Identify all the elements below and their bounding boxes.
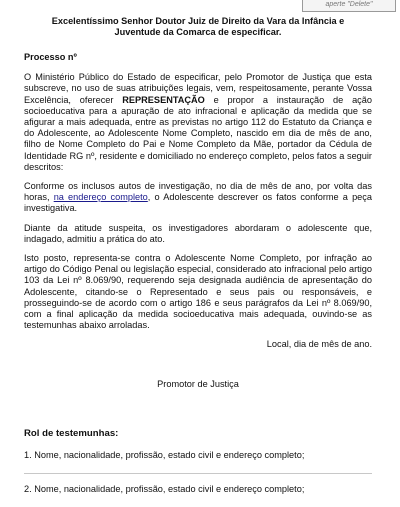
testemunha-item: 1. Nome, nacionalidade, profissão, estado civil e endereço completo; xyxy=(24,450,305,461)
paragraph-representacao xyxy=(24,72,372,173)
paragraph-text: e propor a instauração de ação socioeducativa para a apuração de ato infracional e aplicação da medida que se afigurar a mais adequada, entre as previstas no artigo 112 do Estatuto da Criança e do Adolescente, ao Adolescente Nome Completo, nascido em dia de mês de ano, filho de Nome Completo do Pai e Nome Completo da Mãe, portador da Cédula de Identidade RG nº, residente e domiciliado no endereço completo, pelos fatos a seguir descritos: xyxy=(24,94,372,172)
divider xyxy=(24,473,372,474)
local-data-line: Local, dia de mês de ano. xyxy=(266,339,372,350)
paragraph-isto-posto: Isto posto, representa-se contra o Adolescente Nome Completo, por infração ao artigo do Código Penal ou legislação especial, considerado ato infracional pelo artigo 103 da Lei nº 8.069/90, requerendo seja designada audiência de apresentação do Adolescente, citando-se o Representado e seus pais ou responsáveis, e prosseguindo-se de acordo com o artigo 186 e seus parágrafos da Lei nº 8.069/90, com a final aplicação da medida socioeducativa mais adequada, ouvindo-se as testemunhas abaixo arroladas. xyxy=(24,253,372,331)
representacao-bold: REPRESENTAÇÃO xyxy=(122,94,205,105)
paragraph-text: Conforme os inclusos autos de investigação, no dia de mês de ano, por volta das horas, xyxy=(24,181,372,203)
document-heading: Excelentíssimo Senhor Doutor Juiz de Direito da Vara da Infância e Juventude da Comarca de especificar. xyxy=(51,16,345,37)
delete-hint-tab[interactable]: aperte "Delete" xyxy=(302,0,396,12)
paragraph-fatos xyxy=(24,181,372,215)
endereco-link[interactable]: na endereço completo xyxy=(53,192,148,203)
paragraph-atitude: Diante da atitude suspeita, os investigadores abordaram o adolescente que, indagado, admitiu a prática do ato. xyxy=(24,222,372,244)
document-page xyxy=(24,16,372,507)
testemunha-item: 2. Nome, nacionalidade, profissão, estado civil e endereço completo; xyxy=(24,484,305,495)
processo-label: Processo nº xyxy=(24,52,77,62)
rol-testemunhas-title: Rol de testemunhas: xyxy=(24,427,119,439)
paragraph-text: , o Adolescente descrever os fatos conforme a peça investigativa. xyxy=(24,192,372,214)
promotor-signature: Promotor de Justiça xyxy=(157,378,239,389)
paragraph-text: O Ministério Público do Estado de especificar, pelo Promotor de Justiça que esta subscreve, no uso de suas atribuições legais, vem, respeitosamente, perante Vossa Excelência, oferecer xyxy=(24,72,372,105)
